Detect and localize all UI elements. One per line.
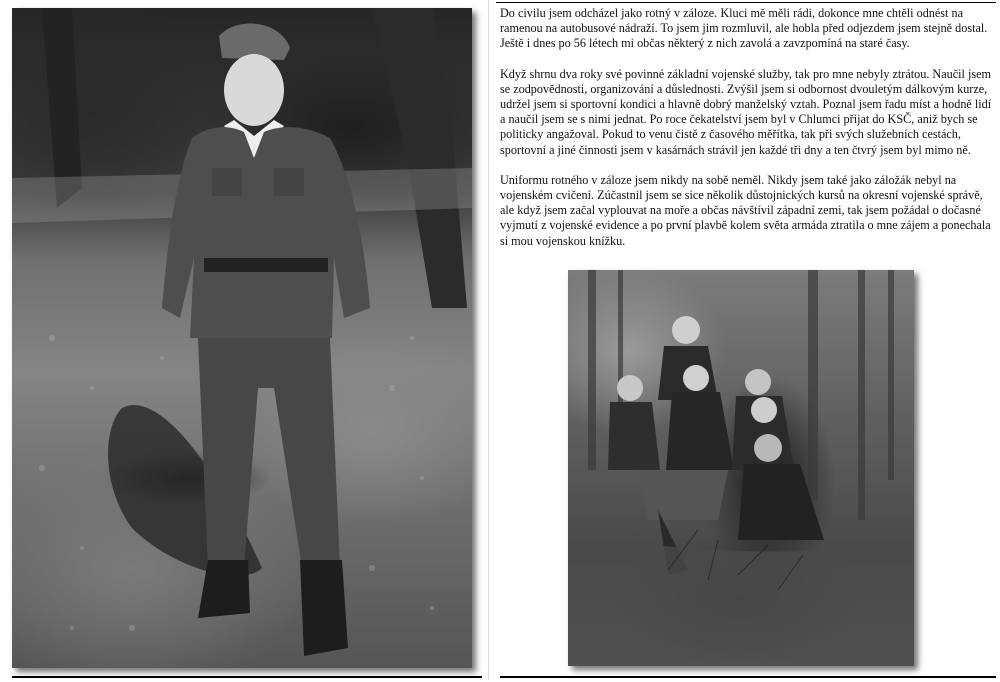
ground: [568, 540, 914, 666]
soldiers-group-photo: [568, 270, 914, 666]
face: [224, 54, 284, 126]
bottom-rule-right: [500, 676, 996, 678]
group-of-soldiers-photo-icon: [568, 270, 914, 666]
belt: [204, 258, 328, 272]
soldier-portrait-photo: [12, 8, 472, 668]
column-divider: [488, 0, 489, 680]
paragraph-2: Když shrnu dva roky své povinné základní vojenské služby, tak pro mne nebyly ztrátou. Naučil jsem se zodpovědnosti, organizování a důslednosti. Zvýšil jsem si odbornost dvouletým dálkovým kurze, udržel jsem si sportovní kondici a hlavně dobrý manželský vztah. Poznal jsem řadu míst a hodně lidí a naučil jsem se s nimi jednat. Po roce čekatelství jsem byl v Chlumci přijat do KSČ, aniž bych se politicky angažoval. Pokud to venu čistě z časového měřítka, tak při svých služebních cestách, sportovní a jiné činnosti jsem v kasárnách strávil jen každé tři dny a ten čtvrý jsem byl mimo ně.: [500, 66, 992, 157]
boot-right: [300, 560, 348, 656]
uniform-jacket: [162, 127, 370, 338]
soldiers-cluster: [608, 316, 824, 575]
paragraph-3: Uniformu rotného v záloze jsem nikdy na sobě neměl. Nikdy jsem také jako záložák nebyl na vojenském cvičení. Zúčastnil jsem se sice několik důstojnických kursů na okresní vojenské správě, ale když jsem začal vyplouvat na moře a občas návštívil západní zemi, tak jsem požádal o dočasné vyjmutí z vojenské evidence a po první plavbě kolem světa armáda ztratila o mne zájem a ponechala si mou vojenskou knížku.: [500, 172, 991, 248]
uniform-trousers: [198, 338, 340, 568]
bottom-rule-left: [12, 676, 482, 678]
soldier-portrait-photo-icon: [12, 8, 472, 668]
pocket-right: [274, 168, 304, 196]
top-rule: [496, 2, 996, 3]
article-text: [500, 6, 992, 264]
tree-trunk: [372, 8, 467, 308]
pocket-left: [212, 168, 242, 196]
paragraph-1: Do civilu jsem odcházel jako rotný v záloze. Kluci mě měli rádi, dokonce mne chtěli odnést na ramenou na autobusové nádraží. To jsem jim rozmluvil, ale hobla před odjezdem jsem stejně dostal. Ještě i dnes po 56 létech mi občas některý z nich zavolá a zavzpomíná na staré časy.: [500, 6, 988, 51]
